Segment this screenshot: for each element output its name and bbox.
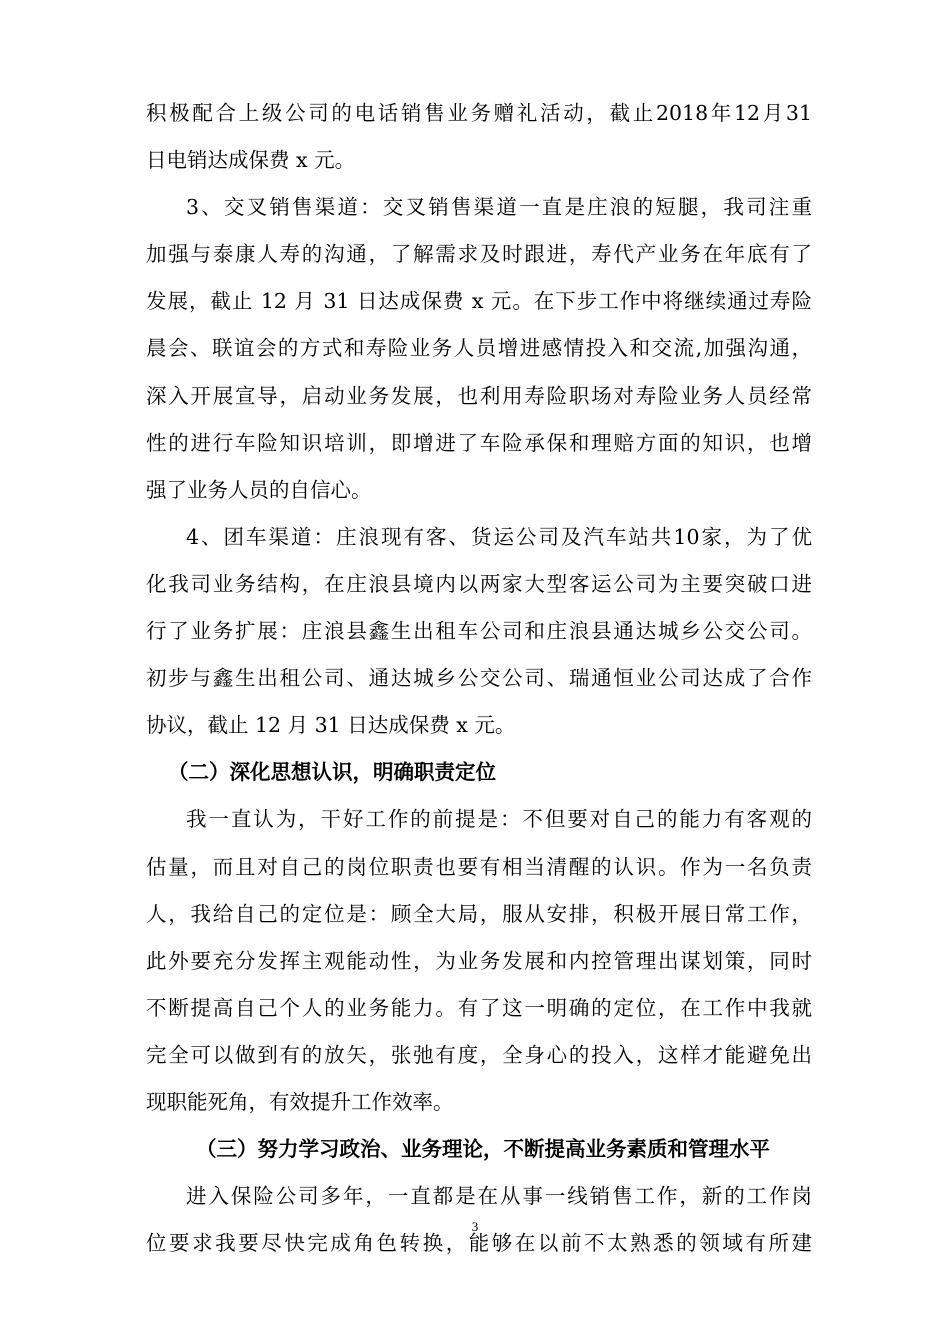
text-line: 现职能死角，有效提升工作效率。 <box>146 1089 454 1114</box>
section-heading-3: （三）努力学习政治、业务理论，不断提高业务素质和管理水平 <box>196 1137 770 1162</box>
text-line: 估量，而且对自己的岗位职责也要有相当清醒的认识。作为一名负责 <box>146 854 812 879</box>
text-line: 不断提高自己个人的业务能力。有了这一明确的定位，在工作中我就 <box>146 995 812 1020</box>
text-line: 初步与鑫生出租公司、通达城乡公交公司、瑞通恒业公司达成了合作 <box>146 666 812 691</box>
text-line: 我一直认为，干好工作的前提是：不但要对自己的能力有客观的 <box>186 807 812 832</box>
text-line: 4、团车渠道：庄浪现有客、货运公司及汽车站共10家，为了优 <box>186 524 812 549</box>
paragraph-phone-sales <box>146 90 812 184</box>
text-line: 行了业务扩展：庄浪县鑫生出租车公司和庄浪县通达城乡公交公司。 <box>146 619 812 644</box>
paragraph-fleet-sales <box>146 514 812 749</box>
paragraph-cross-sales <box>146 184 812 514</box>
text-line: 深入开展宣导，启动业务发展，也利用寿险职场对寿险业务人员经常 <box>146 383 812 408</box>
text-line: 3、交叉销售渠道：交叉销售渠道一直是庄浪的短腿，我司注重 <box>186 195 812 220</box>
text-line: 加强与泰康人寿的沟通，了解需求及时跟进，寿代产业务在年底有了 <box>146 242 812 267</box>
page-number: 3 <box>471 1219 479 1234</box>
text-line: 化我司业务结构，在庄浪县境内以两家大型客运公司为主要突破口进 <box>146 571 812 596</box>
document-body <box>146 90 812 1267</box>
text-line: 积极配合上级公司的电话销售业务赠礼活动，截止2018年12月31 <box>146 101 812 125</box>
text-line: 进入保险公司多年，一直都是在从事一线销售工作，新的工作岗 <box>186 1184 812 1209</box>
text-line: 此外要充分发挥主观能动性，为业务发展和内控管理出谋划策，同时 <box>146 948 812 973</box>
text-line: 位要求我要尽快完成角色转换，能够在以前不太熟悉的领域有所建 <box>146 1231 812 1256</box>
section-heading-2: （二）深化思想认识，明确职责定位 <box>168 760 496 785</box>
text-line: 性的进行车险知识培训，即增进了车险承保和理赔方面的知识，也增 <box>146 430 812 455</box>
paragraph-responsibility <box>146 796 812 1126</box>
text-line: 人，我给自己的定位是：顾全大局，服从安排，积极开展日常工作， <box>146 901 812 926</box>
text-line: 协议，截止 12 月 31 日达成保费 x 元。 <box>146 713 516 738</box>
text-line: 强了业务人员的自信心。 <box>146 477 372 502</box>
text-line: 日电销达成保费 x 元。 <box>146 148 356 173</box>
text-line: 发展，截止 12 月 31 日达成保费 x 元。在下步工作中将继续通过寿险 <box>146 289 812 314</box>
text-line: 完全可以做到有的放矢，张弛有度，全身心的投入，这样才能避免出 <box>146 1042 812 1067</box>
text-line: 晨会、联谊会的方式和寿险业务人员增进感情投入和交流,加强沟通， <box>146 336 812 361</box>
